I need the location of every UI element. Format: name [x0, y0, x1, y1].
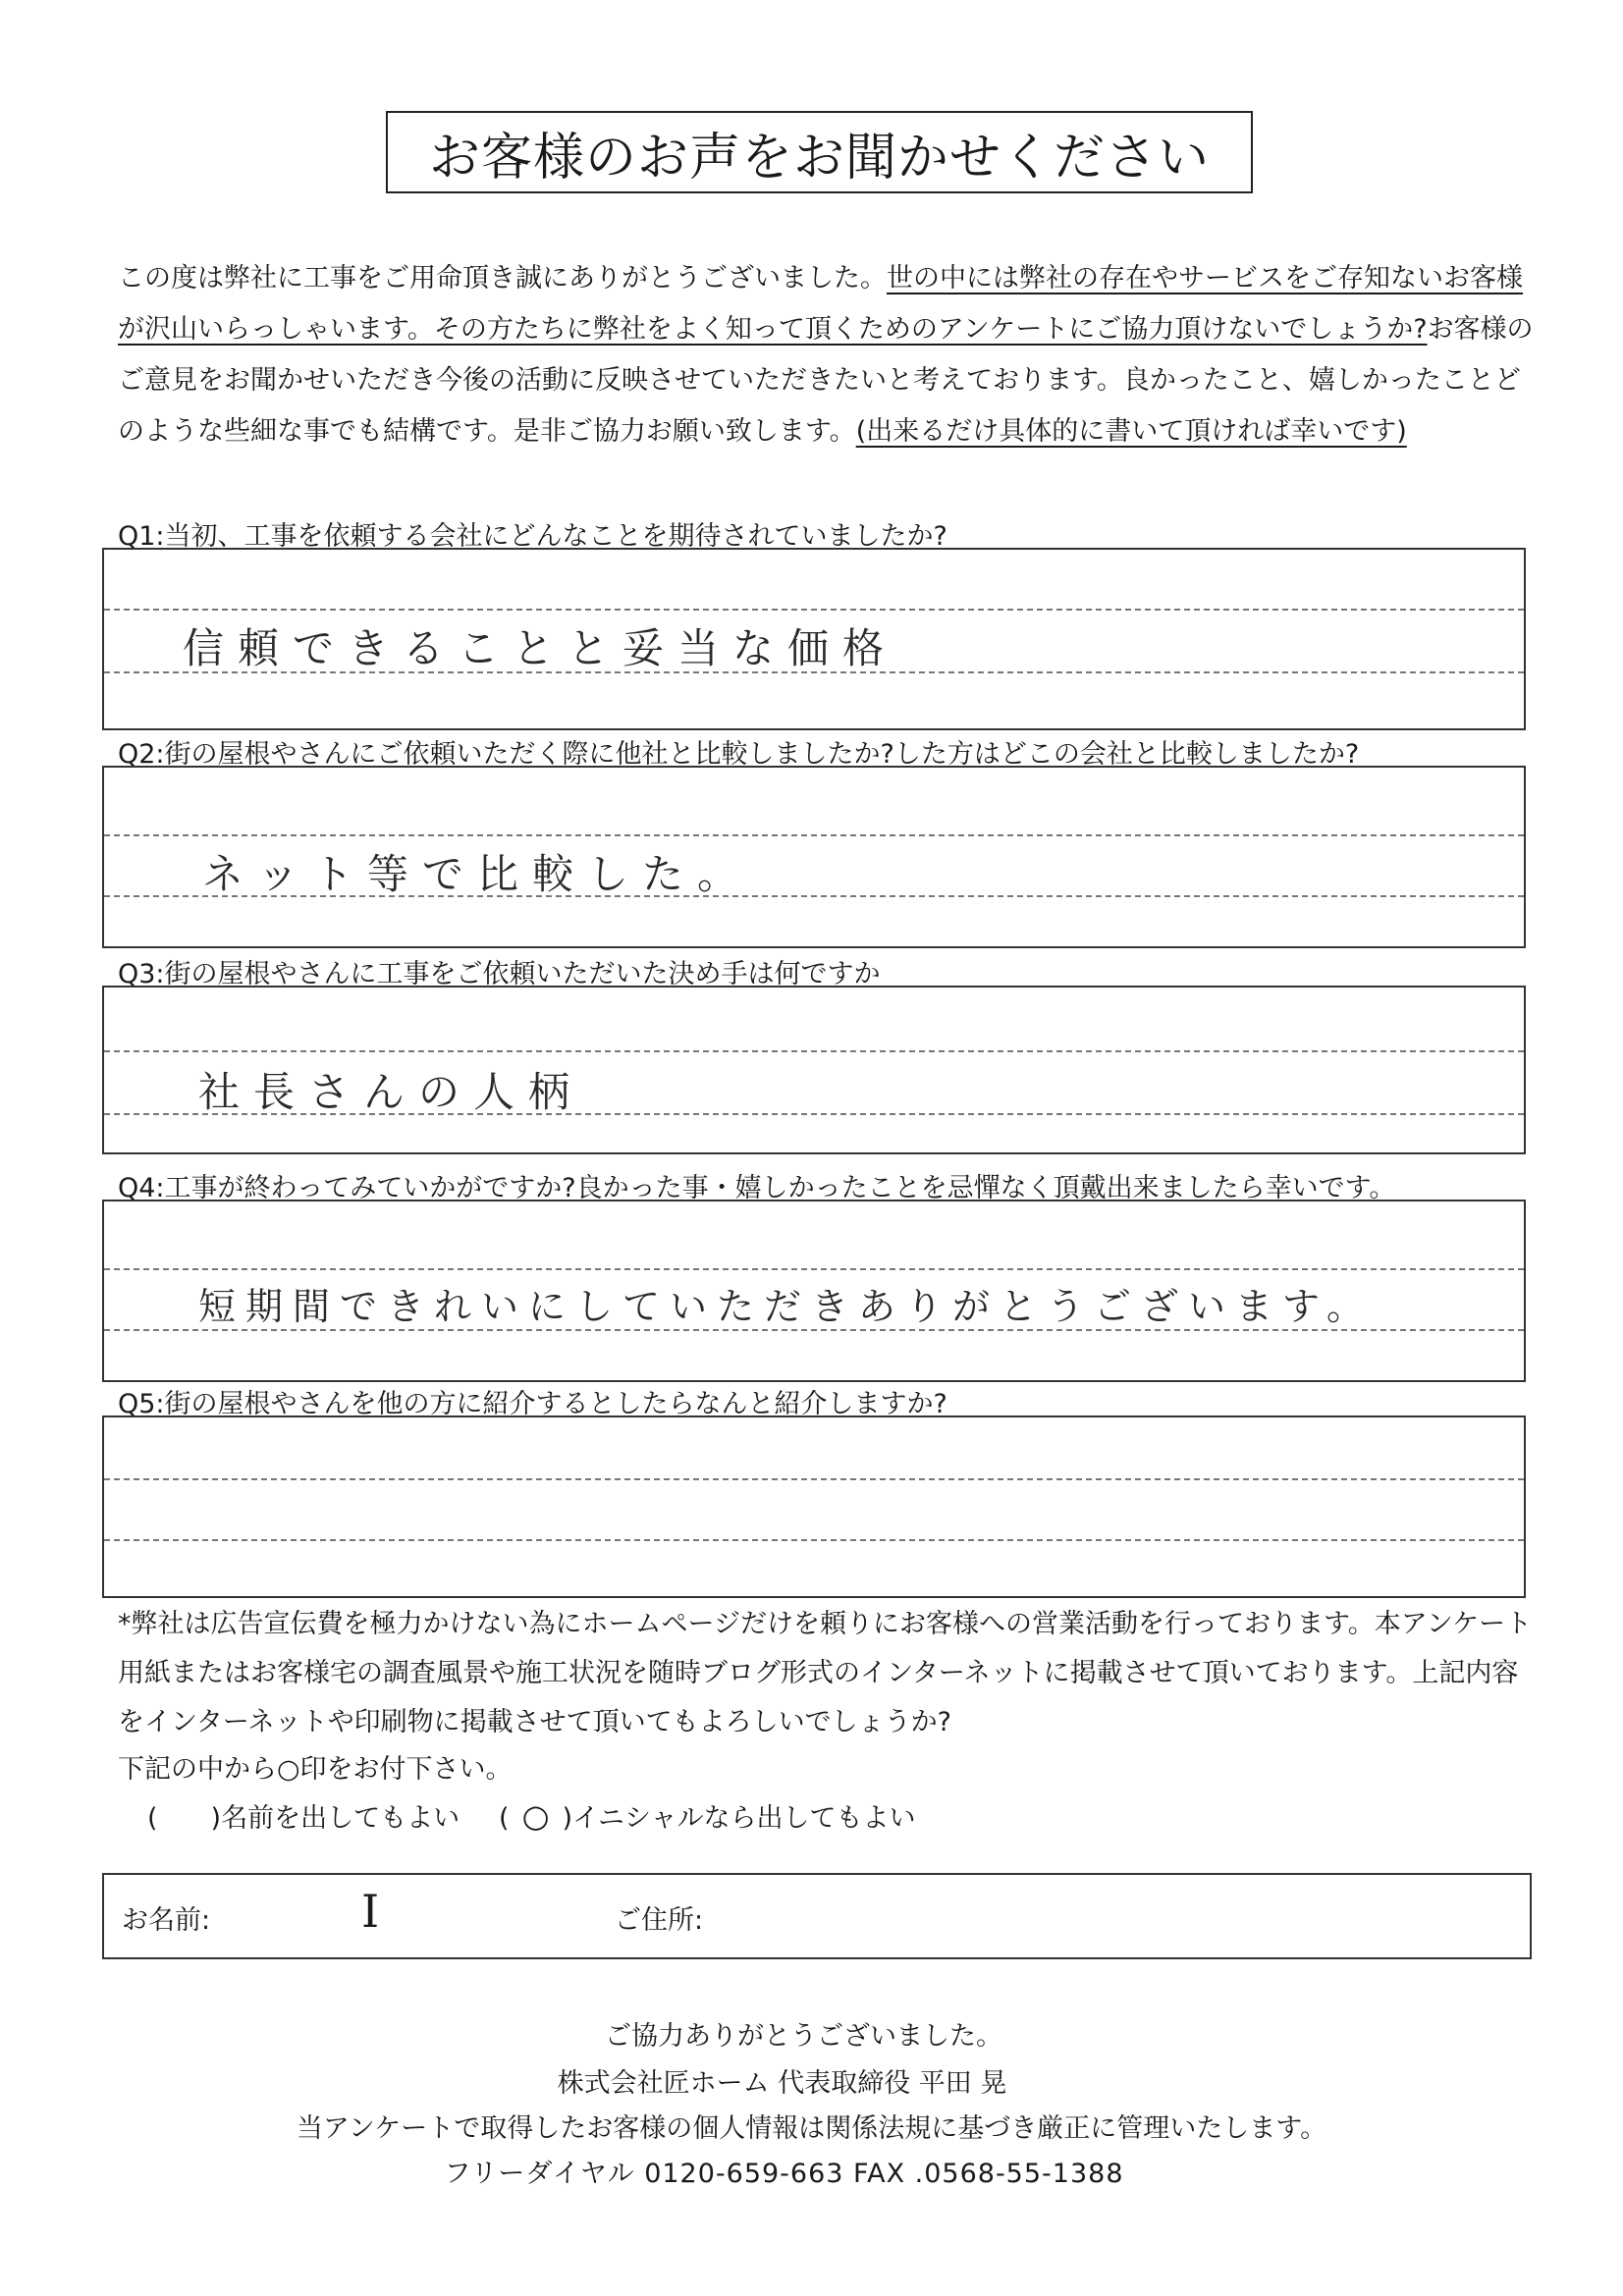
consent-instruction: 下記の中から○印をお付下さい。	[118, 1754, 513, 1785]
address-label: ご住所:	[615, 1905, 704, 1936]
consent-note-text: *弊社は広告宣伝費を極力かけない為にホームページだけを頼りにお客様への営業活動を行っております。本アンケート用紙またはお客様宅の調査風景や施工状況を随時ブログ形式のインターネットに掲載させて頂いております。上記内容をインターネットや印刷物に掲載させて頂いてもよろしいでしょうか?	[118, 1609, 1533, 1737]
question-2-answer-text: ネット等で比較した。	[202, 850, 753, 898]
option-1-label: )名前を出してもよい	[210, 1803, 460, 1834]
option-paren-open: (	[499, 1803, 510, 1834]
question-1-label: Q1:当初、工事を依頼する会社にどんなことを期待されていましたか?	[118, 521, 947, 552]
question-5-label: Q5:街の屋根やさんを他の方に紹介するとしたらなんと紹介しますか?	[118, 1389, 947, 1419]
intro-text-2: お客様のご意見をお聞かせいただき今後の活動に反映させていただきたいと考えております。良かったこと、嬉しかったことどのような些細な事でも結構です。是非ご協力お願い致します。	[118, 314, 1534, 447]
answer-guide-line	[104, 609, 1524, 611]
name-label: お名前:	[122, 1905, 211, 1936]
intro-underlined-1: 世の中には弊社の存在やサービスをご存知ないお客様が沢山いらっしゃいます。その方たちに弊社をよく知って頂くためのアンケートにご協力頂けないでしょうか?	[118, 263, 1523, 345]
intro-paragraph	[118, 253, 1542, 457]
option-paren-open: (	[147, 1803, 158, 1834]
question-4-label: Q4:工事が終わってみていかがですか?良かった事・嬉しかったことを忌憚なく頂戴出来ましたら幸いです。	[118, 1173, 1396, 1203]
footer-contact: フリーダイヤル 0120-659-663 FAX .0568-55-1388	[444, 2159, 1124, 2189]
answer-guide-line	[104, 1478, 1524, 1480]
intro-underlined-2: (出来るだけ具体的に書いて頂ければ幸いです)	[855, 416, 1407, 447]
answer-guide-line	[104, 1539, 1524, 1541]
question-1-answer-text: 信頼できることと妥当な価格	[183, 624, 898, 672]
question-2-label: Q2:街の屋根やさんにご依頼いただく際に他社と比較しましたか?した方はどこの会社と比較しましたか?	[118, 739, 1360, 770]
question-4-answer-box[interactable]	[102, 1200, 1526, 1382]
name-value[interactable]: I	[361, 1885, 380, 1938]
consent-option-initials[interactable]	[499, 1796, 915, 1835]
consent-option-name[interactable]	[147, 1796, 460, 1835]
question-1-answer-box[interactable]	[102, 548, 1526, 730]
answer-guide-line	[104, 1268, 1524, 1270]
option-2-label: )イニシャルなら出してもよい	[562, 1803, 916, 1834]
question-2-answer-box[interactable]	[102, 766, 1526, 948]
page-title-text: お客様のお声をお聞かせください	[428, 128, 1210, 187]
publication-consent-note	[118, 1600, 1542, 1747]
name-address-box	[102, 1873, 1532, 1959]
answer-guide-line	[104, 1050, 1524, 1052]
page-title	[386, 111, 1253, 193]
question-4-answer-text: 短期間できれいにしていただきありがとうございます。	[198, 1285, 1374, 1328]
answer-guide-line	[104, 834, 1524, 836]
question-3-answer-box[interactable]	[102, 986, 1526, 1154]
option-2-mark[interactable]: ○	[521, 1797, 550, 1835]
footer-privacy: 当アンケートで取得したお客様の個人情報は関係法規に基づき厳正に管理いたします。	[296, 2113, 1327, 2144]
question-3-label: Q3:街の屋根やさんに工事をご依頼いただいた決め手は何ですか	[118, 959, 881, 989]
footer-company: 株式会社匠ホーム 代表取締役 平田 晃	[557, 2068, 1007, 2099]
intro-text-1: この度は弊社に工事をご用命頂き誠にありがとうございました。	[118, 263, 887, 294]
question-3-answer-text: 社長さんの人柄	[198, 1068, 584, 1116]
question-5-answer-box[interactable]	[102, 1415, 1526, 1598]
footer-thanks: ご協力ありがとうございました。	[605, 2021, 1002, 2052]
